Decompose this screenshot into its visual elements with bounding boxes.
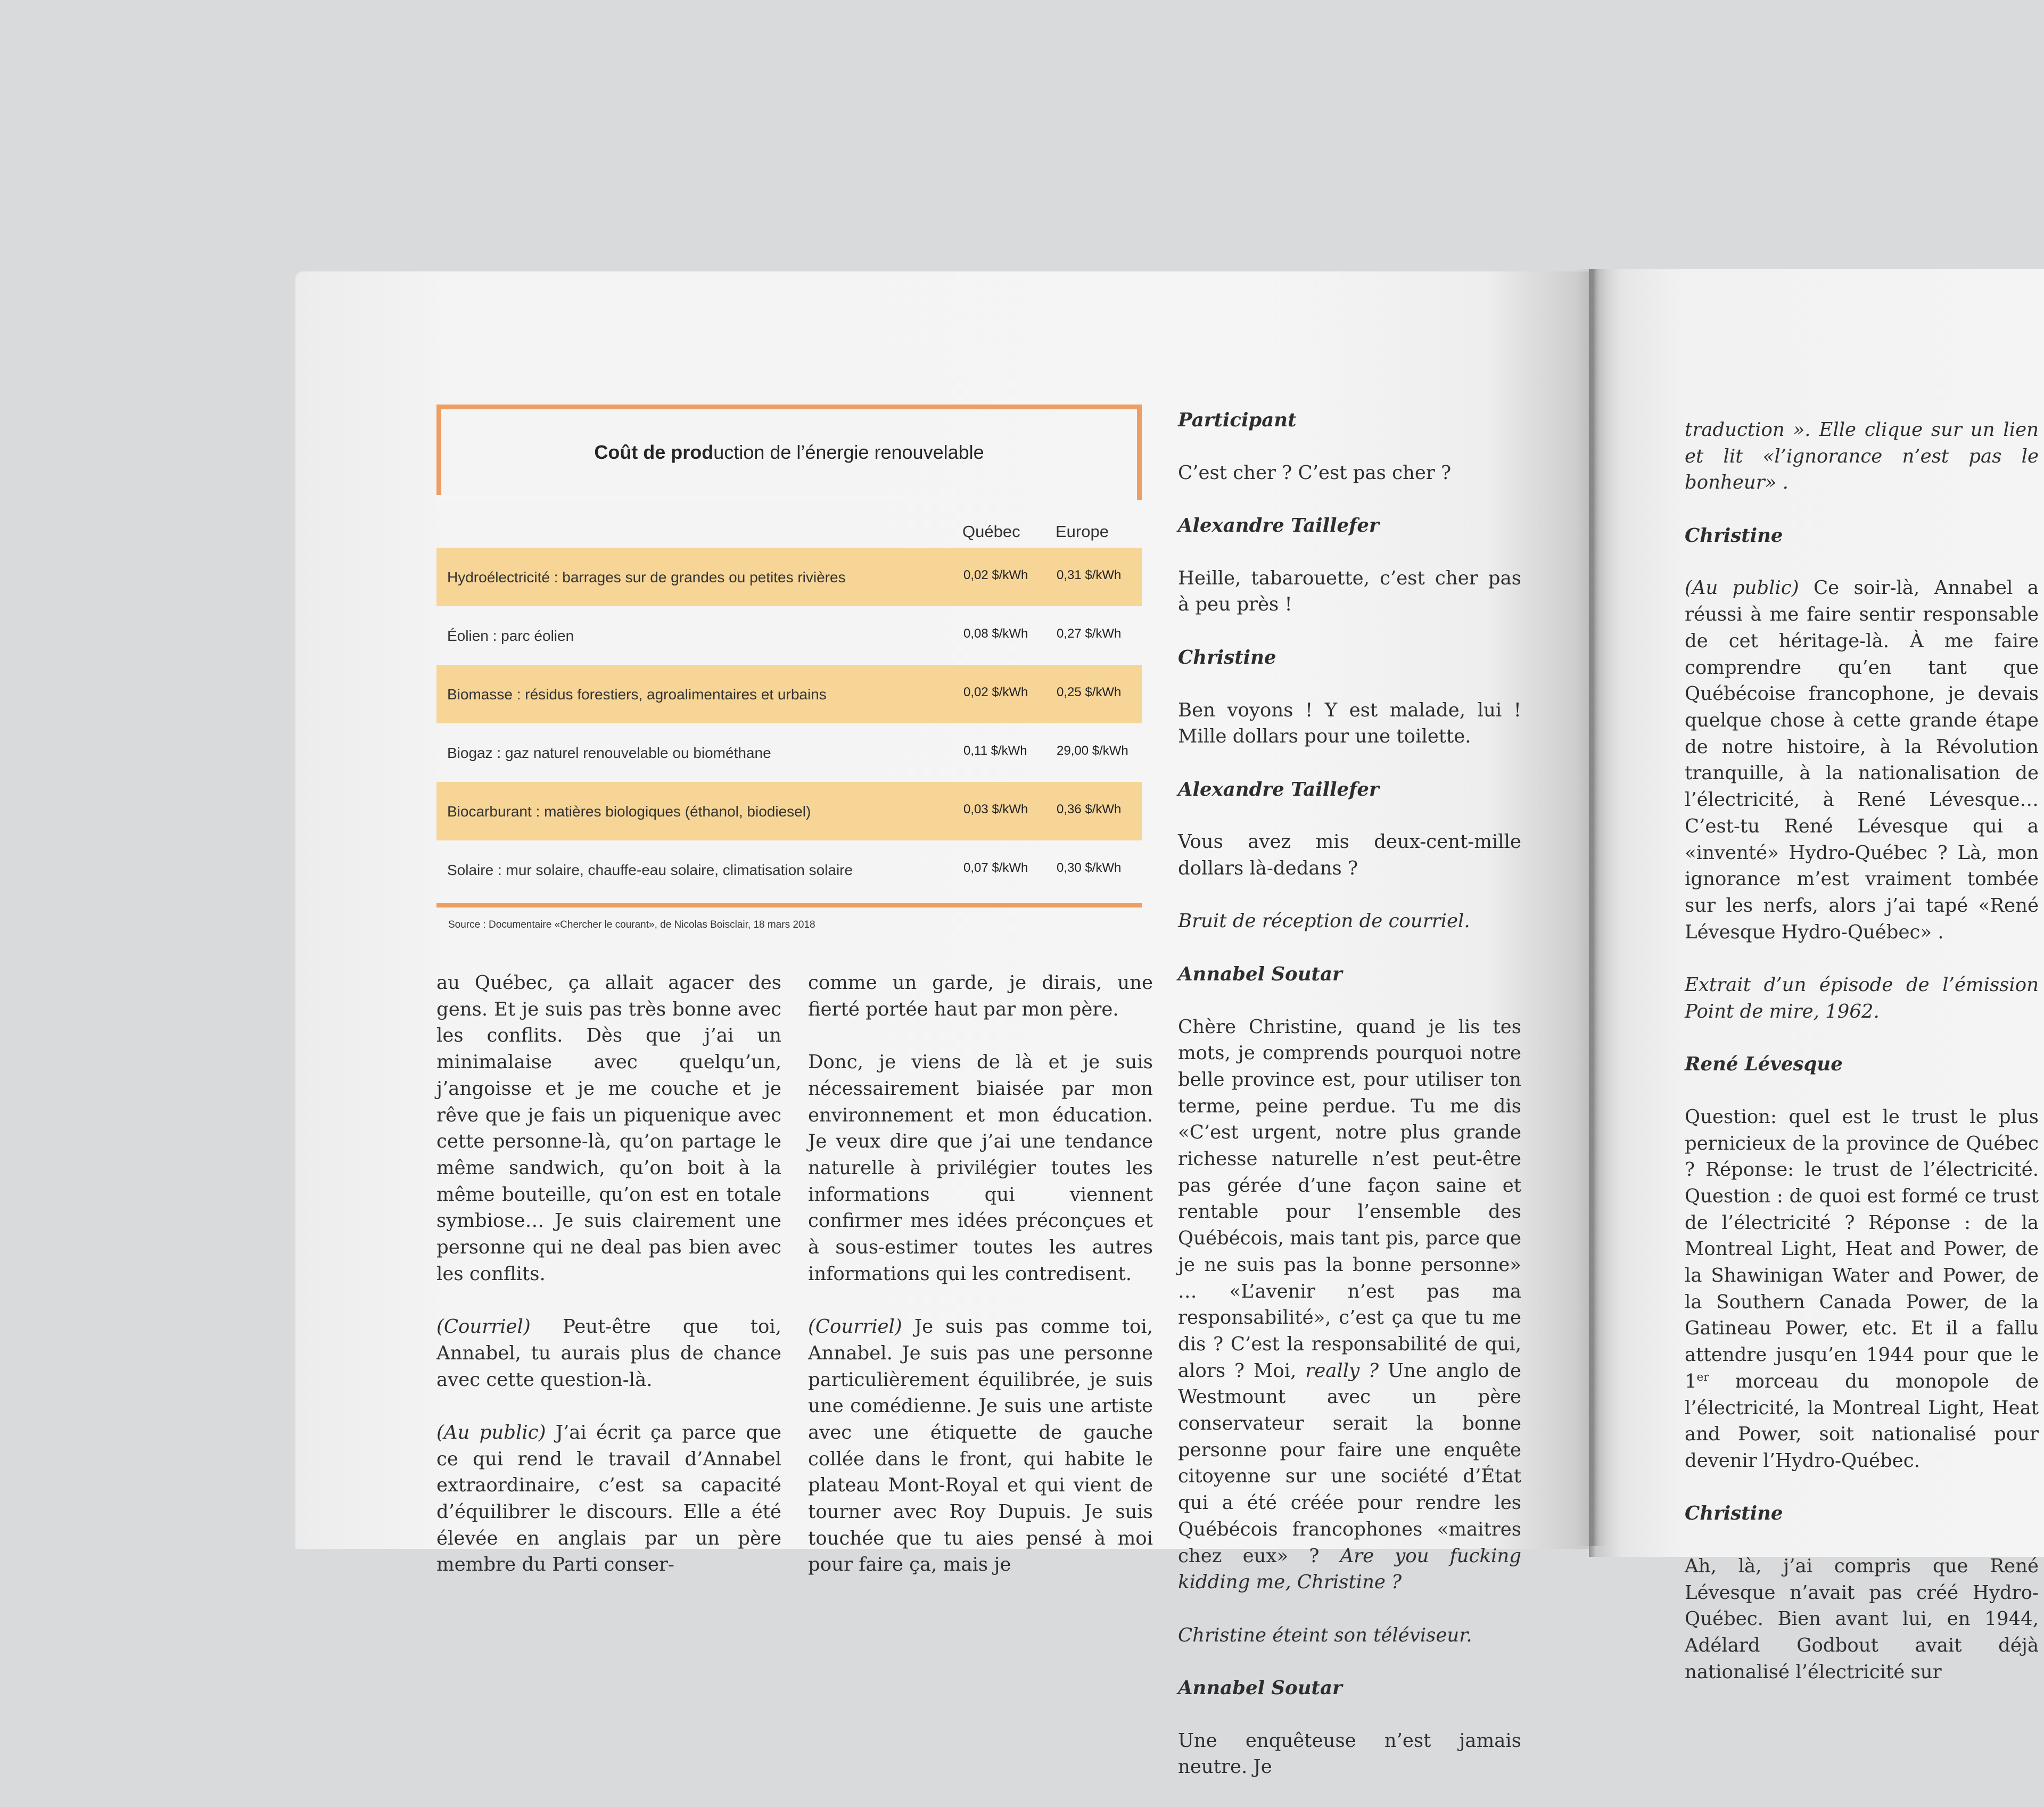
dialogue-line: C’est cher ? C’est pas cher ? xyxy=(1178,461,1452,484)
paragraph: (Courriel) Peut-être que toi, Annabel, tu aurais plus de chance avec cette question-là. xyxy=(436,1316,781,1391)
row-quebec: 0,02 $/kWh xyxy=(963,568,1028,582)
dialogue-line: (Au public) Ce soir-là, Annabel a réussi à me faire sentir responsable de cet héritage-là. À me faire comprendre qu’en tant que Québécoise francophone, je devais quelque chose à cette grande étape de notre histoire, à la Révolution tranquille, à la nationalisation de l’électricité, à René Lévesque… C’est-tu René Lévesque qui a «inventé» Hydro-Québec ? Là, mon ignorance m’est vraiment tombée sur les nerfs, alors j’ai tapé «René Lévesque Hydro-Québec» . xyxy=(1685,577,2039,943)
table-row xyxy=(436,606,1142,665)
table-title: Coût de production de l’énergie renouvelable xyxy=(594,441,984,463)
energy-cost-table xyxy=(436,405,1142,931)
table-source-note: Source : Documentaire «Chercher le courant», de Nicolas Boisclair, 18 mars 2018 xyxy=(448,919,815,930)
dialogue-line: traduction ». Elle clique sur un lien et lit «l’ignorance n’est pas le bonheur» . xyxy=(1685,419,2039,494)
table-row xyxy=(436,840,1142,899)
speaker-name: Alexandre Taillefer xyxy=(1178,778,1379,801)
stage-direction: Bruit de réception de courriel. xyxy=(1178,910,1470,933)
row-europe: 0,25 $/kWh xyxy=(1057,685,1122,699)
row-source: Solaire : mur solaire, chauffe-eau solaire, climatisation solaire xyxy=(447,862,853,878)
row-quebec: 0,11 $/kWh xyxy=(963,744,1027,758)
speaker-name: Christine xyxy=(1178,646,1276,669)
dialogue-line: Ah, là, j’ai compris que René Lévesque n’avait pas créé Hydro-Québec. Bien avant lui, en 1944, Adélard Godbout avait déjà nationalisé l’électricité sur xyxy=(1685,1555,2039,1683)
text-column-1 xyxy=(436,970,781,1605)
row-quebec: 0,02 $/kWh xyxy=(963,685,1028,699)
dialogue-line: Vous avez mis deux-cent-mille dollars là-dedans ? xyxy=(1178,831,1521,880)
paragraph: au Québec, ça allait agacer des gens. Et je suis pas très bonne avec les conflits. Dès que j’ai un minimalaise avec quelqu’un, j’angoisse et je me couche et je rêve que je fais un piquenique avec cette personne-là, qu’on partage le même sandwich, qu’on boit à la même bouteille, qu’on est en totale symbiose… Je suis clairement une personne qui ne deal pas bien avec les conflits. xyxy=(436,972,781,1285)
row-europe: 29,00 $/kWh xyxy=(1057,744,1128,758)
dialogue-line: Heille, tabarouette, c’est cher pas à peu près ! xyxy=(1178,567,1521,616)
row-europe: 0,36 $/kWh xyxy=(1057,802,1122,816)
paragraph: (Courriel) Je suis pas comme toi, Annabel. Je suis pas une personne particulièrement équilibrée, je suis une comédienne. Je suis une artiste avec une étiquette de gauche collée dans le front, qui habite le plateau Mont-Royal et qui vient de tourner avec Roy Dupuis. Je suis touchée que tu aies pensé à moi pour faire ça, mais je xyxy=(808,1316,1153,1576)
table-bottom-rule xyxy=(436,903,1142,907)
paragraph: comme un garde, je dirais, une fierté portée haut par mon père. xyxy=(808,972,1153,1020)
right-page-column xyxy=(1685,417,2039,1712)
table-row xyxy=(436,723,1142,782)
paragraph: (Au public) J’ai écrit ça parce que ce qui rend le travail d’Annabel extraordinaire, c’est sa capacité d’équilibrer le discours. Elle a été élevée en anglais par un père membre du Parti conser- xyxy=(436,1421,781,1576)
row-source: Biomasse : résidus forestiers, agroalimentaires et urbains xyxy=(447,686,827,703)
row-quebec: 0,07 $/kWh xyxy=(963,861,1028,875)
table-row xyxy=(436,782,1142,840)
speaker-name: Annabel Soutar xyxy=(1178,963,1342,985)
speaker-name: Christine xyxy=(1685,524,1783,547)
row-source: Hydroélectricité : barrages sur de grandes ou petites rivières xyxy=(447,569,846,585)
book-spine-shadow xyxy=(1576,269,1608,1546)
row-quebec: 0,08 $/kWh xyxy=(963,626,1028,641)
speaker-name: Christine xyxy=(1685,1503,1783,1525)
text-column-2 xyxy=(808,970,1153,1605)
speaker-name: Annabel Soutar xyxy=(1178,1677,1342,1699)
stage-direction: Christine éteint son téléviseur. xyxy=(1178,1624,1472,1646)
table-row xyxy=(436,548,1142,606)
table-header xyxy=(436,500,1142,548)
paragraph: Donc, je viens de là et je suis nécessairement biaisée par mon environnement et mon éducation. Je veux dire que j’ai une tendance naturelle à privilégier toutes les informations qui viennent confirmer mes idées préconçues et à sous-estimer toutes les autres informations qui les contredisent. xyxy=(808,1051,1153,1285)
dialogue-column xyxy=(1178,407,1521,1807)
table-row xyxy=(436,665,1142,723)
col-header-quebec: Québec xyxy=(962,522,1020,541)
row-europe: 0,31 $/kWh xyxy=(1057,568,1122,582)
row-source: Éolien : parc éolien xyxy=(447,628,574,644)
speaker-name: Alexandre Taillefer xyxy=(1178,515,1379,537)
table-title-frame xyxy=(436,405,1142,500)
row-europe: 0,30 $/kWh xyxy=(1057,861,1122,875)
row-source: Biocarburant : matières biologiques (éthanol, biodiesel) xyxy=(447,803,811,820)
col-header-europe: Europe xyxy=(1056,522,1109,541)
dialogue-line: Chère Christine, quand je lis tes mots, je comprends pourquoi notre belle province est, pour utiliser ton terme, peine perdue. Tu me dis «C’est urgent, notre plus grande richesse naturelle n’est peut-être pas gérée d’une façon saine et rentable pour l’ensemble des Québécois, mais tant pis, parce que je ne suis pas la bonne personne» … «L’avenir n’est pas ma responsabilité», c’est ça que tu me dis ? C’est la responsabilité de qui, alors ? Moi, really ? Une anglo de Westmount avec un père conservateur serait la bonne personne pour faire une enquête citoyenne sur une société d’État qui a été créée pour rendre les Québécois francophones «maitres chez eux» ? Are you fucking kidding me, Christine ? xyxy=(1178,1016,1522,1594)
row-quebec: 0,03 $/kWh xyxy=(963,802,1028,816)
dialogue-line: Ben voyons ! Y est malade, lui ! Mille dollars pour une toilette. xyxy=(1178,699,1521,748)
dialogue-line: Question: quel est le trust le plus pernicieux de la province de Québec ? Réponse: le trust de l’électricité. Question : de quoi est formé ce trust de l’électricité ? Réponse : de la Montreal Light, Heat and Power, de la Shawinigan Water and Power, de la Southern Canada Power, de la Gatineau Power, etc. Et il a fallu attendre jusqu’en 1944 pour que le 1er morceau du monopole de l’électricité, la Montreal Light, Heat and Power, soit nationalisé pour devenir l’Hydro-Québec. xyxy=(1685,1105,2039,1472)
dialogue-line: Une enquêteuse n’est jamais neutre. Je xyxy=(1178,1729,1521,1778)
speaker-name: René Lévesque xyxy=(1685,1053,1843,1076)
stage-direction: Extrait d’un épisode de l’émission Point de mire, 1962. xyxy=(1685,974,2039,1022)
row-europe: 0,27 $/kWh xyxy=(1057,626,1122,641)
row-source: Biogaz : gaz naturel renouvelable ou biométhane xyxy=(447,745,771,761)
speaker-name: Participant xyxy=(1178,409,1297,431)
